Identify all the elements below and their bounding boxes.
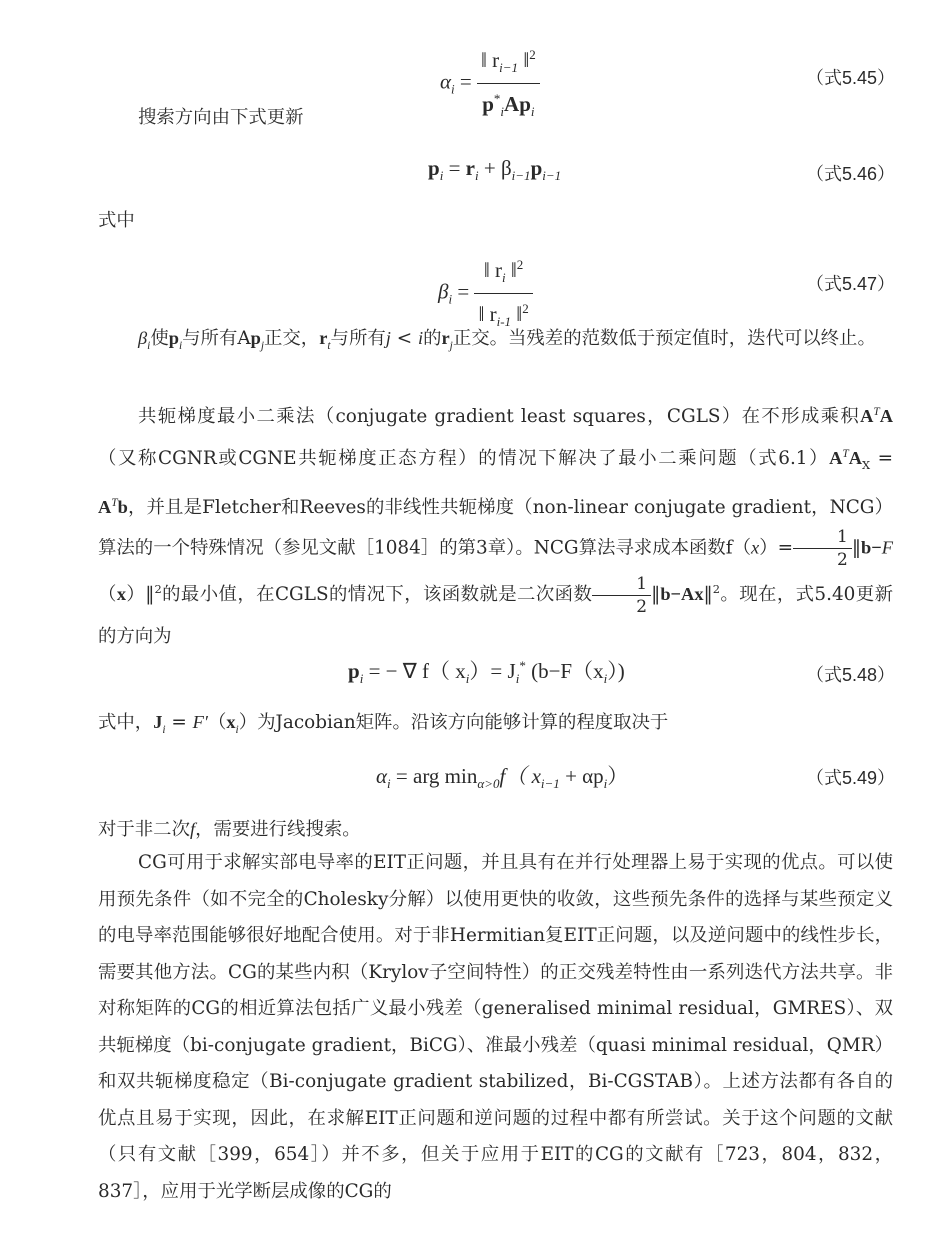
eq-sup: 2 [516,257,524,272]
eq-sup: * [519,658,526,673]
fraction-numerator [474,250,532,294]
math-var: β [138,328,148,348]
math-sub: i [235,723,239,736]
equation-label-5-47: （式5.47） [805,274,895,294]
math-sub: i [178,339,183,352]
math-sup: T [111,496,118,509]
text-run: ‖ [703,584,713,606]
text-run: 式中， [98,712,154,733]
eq-bold: p [530,156,543,180]
math-var: j [385,328,391,348]
math-var: x [751,537,760,558]
paragraph-non-quadratic [98,811,893,849]
eq-text: ‖ [511,302,523,327]
fraction-numerator [477,40,540,84]
equation-5-45: $\alpha_i$ = $\frac{‖ r_{i-1} ‖^2}{p^*_iAp_i}$ [440,40,540,127]
math-bold: A [879,406,893,427]
equation-label-5-49: （式5.49） [805,768,895,788]
eq-sub: i-1 [496,314,512,330]
text-run: 正交， [264,328,320,349]
text-run: < [390,328,418,349]
math-sub: j [260,339,265,352]
math-bold: r [319,328,328,348]
equation-5-47: $\beta_i$ = $\frac{‖ r_i ‖^2}{‖ r_{i-1} ‖^2}$ [438,250,533,337]
math-sup: 2 [712,582,720,597]
fraction-numerator: 1 [793,526,852,549]
eq-sup: 2 [529,47,536,62]
eq-text: + αp [559,764,604,788]
eq-sub: i [439,168,444,184]
equation-5-46 [428,156,561,184]
eq-text: ‖ r [478,302,497,327]
math-var: F [881,537,893,558]
eq-sub: i [500,104,505,120]
math-sup: T [842,448,849,461]
eq-sub: i [451,81,455,97]
eq-sub: i [359,671,364,687]
eq-sup: 2 [522,301,529,317]
eq-text: f（ x [499,764,541,788]
text-run: ‖ [851,537,862,559]
text-run: 正交。当残差的范数低于预定值时，迭代可以终止。 [452,328,876,349]
math-bold: A [860,406,874,427]
fraction-half [592,573,651,618]
fraction-denominator: 2 [636,596,648,617]
math-sub: t [327,339,331,352]
math-bold: r [441,328,450,348]
text-run: （ [98,584,117,606]
eq-sub: i−1 [499,60,519,76]
fraction-half [793,526,852,571]
eq-lhs: β [438,279,449,304]
math-var: i [417,328,424,348]
paragraph-cgls [98,393,893,655]
text-run: ，并且是Fletcher和Reeves的非线性共轭梯度（non-linear conjugate gradient，NCG）算法的一个特殊情况（参见文献［1084］的第3章）。NCG算法寻求成本函数f（ [98,497,893,559]
eq-sub: i [603,671,608,687]
eq-sub: i [465,671,470,687]
math-bold: x [226,712,236,732]
eq-sub: i [515,671,520,687]
eq-sub: i−1 [542,168,562,184]
eq-text: ） [607,764,629,788]
text-run: 的最小值，在CGLS的情况下，该函数就是二次函数 [161,584,593,606]
math-sub: i [147,339,151,352]
equation-label-5-46: （式5.46） [805,164,895,184]
eq-lhs: α [376,764,388,788]
eq-text: (b−F（x [525,659,604,683]
eq-text: ‖ r [481,48,500,72]
eq-bold: p [428,156,440,180]
math-bold: A [98,497,112,518]
eq-sub: i−1 [540,776,560,792]
text-run: 对于非二次 [98,819,190,840]
eq-text: ）) [607,659,625,683]
text-run: （又称CGNR或CGNE共轭梯度正态方程）的情况下解决了最小二乘问题（式6.1） [98,448,830,470]
math-sub: X [862,457,871,472]
eq-text: ‖ [505,258,517,282]
eq-text: ‖ r [483,258,502,282]
math-bold: b− [861,537,882,558]
text-run: ）为Jacobian矩阵。沿该方向能够计算的程度取决于 [238,712,669,733]
eq-sub: i [448,291,453,307]
text-run: ）= [759,537,794,559]
math-bold: b [117,497,128,518]
text-run: ，需要进行线搜索。 [195,819,361,840]
text-run: 的 [423,328,442,349]
eq-text: ‖ [518,48,530,72]
eq-bold: Ap [504,92,531,117]
text-run: 使 [150,328,169,349]
text-run: 与所有 [330,328,386,349]
text-run: （ [207,712,227,733]
text-run: ）‖ [126,584,155,606]
math-bold: J [153,712,163,732]
text-run: 。现在，式5.40更新的方向为 [98,584,893,647]
eq-text: = − ∇ f（ x [363,659,466,683]
eq-bold: p [482,92,494,117]
text-run: 与所有A [182,328,251,349]
fraction-denominator: 2 [837,550,848,571]
math-sup: 2 [154,582,162,597]
eq-sub: i [474,168,479,184]
eq-bold: r [465,156,475,180]
eq-text: + β [478,156,512,180]
eq-text: = arg min [390,764,478,788]
math-bold: b−Ax [660,584,704,605]
eq-text: ）= J [469,659,516,683]
text-run: ‖ [651,584,661,606]
text-run: 共轭梯度最小二乘法（conjugate gradient least squares，CGLS）在不形成乘积 [138,406,861,428]
eq-sub: α>0 [477,776,500,792]
text-run: = [870,448,893,470]
equation-label-5-48: （式5.48） [805,665,895,685]
eq-sub: i [387,776,391,792]
eq-bold: p [348,659,360,683]
math-bold: p [250,328,261,348]
equation-label-5-45: （式5.45） [805,68,895,88]
math-var: f [189,819,196,839]
text-where-1: 式中 [98,210,135,231]
math-bold: x [116,584,127,605]
math-sub: j [449,339,453,352]
text-search-update: 搜索方向由下式更新 [138,107,304,128]
paragraph-beta [98,320,893,364]
equation-5-49 [376,760,628,792]
eq-sup: * [493,91,501,107]
math-sup: T [873,406,880,418]
eq-sub: i−1 [511,168,531,184]
eq-lhs: α [440,69,452,94]
math-var: F′ [192,712,208,732]
eq-sub: i [530,104,535,120]
math-bold: A [829,448,843,469]
paragraph-jacobian [98,704,893,748]
math-bold: A [848,448,863,469]
math-sub: i [162,723,166,736]
eq-text: = [443,156,466,180]
paragraph-cg-methods: CG可用于求解实部电导率的EIT正问题，并且具有在并行处理器上易于实现的优点。可以使用预先条件（如不完全的Cholesky分解）以使用更快的收敛，这些预先条件的选择与某些预定义的电导率范围能够很好地配合使用。对于非Hermitian复EIT正问题，以及逆问题中的线性步长，需要其他方法。CG的某些内积（Krylov子空间特性）的正交残差特性由一系列迭代方法共享。非对称矩阵的CG的相近算法包括广义最小残差（generalised minimal residual，GMRES）、双共轭梯度（bi-conjugate gradient，BiCG）、准最小残差（quasi minimal residual，QMR）和双共轭梯度稳定（Bi-conjugate gradient stabilized，Bi-CGSTAB）。上述方法都有各自的优点且易于实现，因此，在求解EIT正问题和逆问题的过程中都有所尝试。关于这个问题的文献（只有文献［399，654］）并不多，但关于应用于EIT的CG的文献有［723，804，832，837］，应用于光学断层成像的CG的 [98,852,893,1202]
math-bold: p [168,328,179,348]
eq-sub: i [603,776,608,792]
fraction-numerator: 1 [592,573,651,596]
eq-sub: i [502,270,506,286]
text-run: = [165,712,193,733]
equation-5-48 [348,655,625,687]
